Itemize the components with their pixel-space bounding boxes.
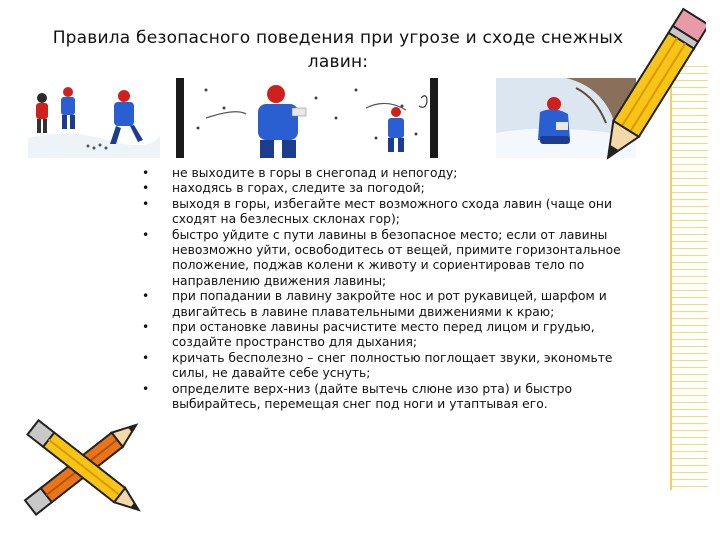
rule-item-1: • не выходите в горы в снегопад и непогоду;: [142, 166, 622, 181]
rule-item-2: • находясь в горах, следите за погодой;: [142, 181, 622, 196]
rule-item-3: • выходя в горы, избегайте мест возможного схода лавин (чаще они сходят на безлесных склонах гор);: [142, 197, 622, 228]
people-running-illustration: [28, 78, 160, 158]
crossed-pencils-icon: [8, 404, 158, 534]
slide-title: Правила безопасного поведения при угрозе и сходе снежных лавин:: [52, 28, 624, 72]
rule-item-6: • при остановке лавины расчистите место перед лицом и грудью, создайте пространство для дыхания;: [142, 320, 622, 351]
rule-item-4: • быстро уйдите с пути лавины в безопасное место; если от лавины невозможно уйти, освободитесь от вещей, примите горизонтальное положение, поджав колени к животу и сориентировав тело по направлению движения лавины;: [142, 228, 622, 290]
blizzard-illustration: [176, 78, 438, 158]
pencil-icon: [596, 4, 706, 174]
rule-item-5: • при попадании в лавину закройте нос и рот рукавицей, шарфом и двигайтесь в лавине плавательными движениями к краю;: [142, 289, 622, 320]
safety-rules-list: [142, 166, 622, 413]
rule-item-8: • определите верх-низ (дайте вытечь слюне изо рта) и быстро выбирайтесь, перемещая снег под ноги и утаптывая его.: [142, 382, 622, 413]
illustration-strip: [28, 78, 628, 158]
rule-item-7: • кричать бесполезно – снег полностью поглощает звуки, экономьте силы, не давайте себе уснуть;: [142, 351, 622, 382]
